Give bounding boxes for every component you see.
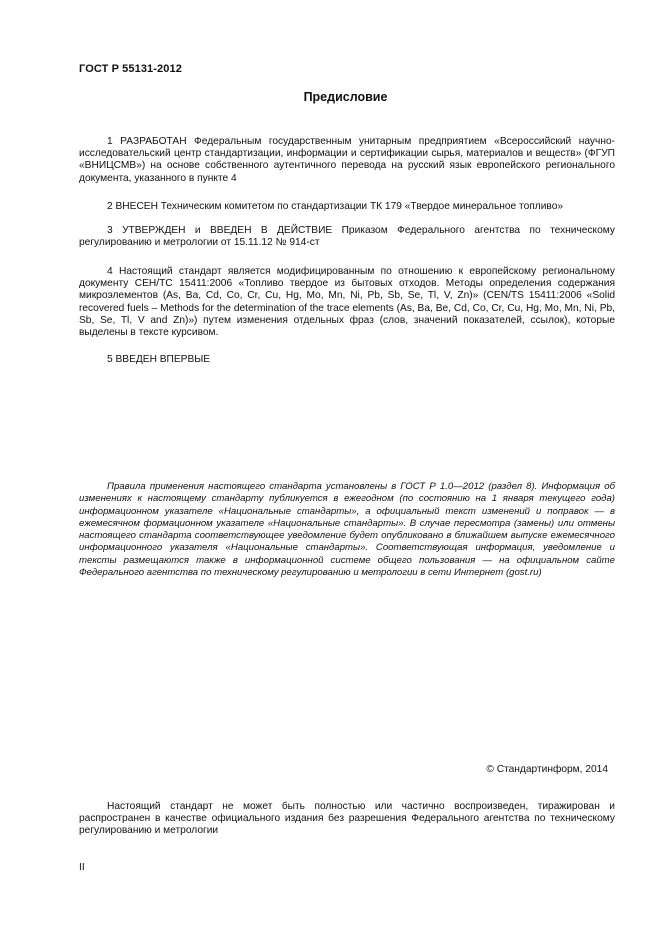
standard-id: ГОСТ Р 55131-2012: [79, 63, 182, 75]
paragraph-approved: 3 УТВЕРЖДЕН и ВВЕДЕН В ДЕЙСТВИЕ Приказом Федерального агентства по техническому регулированию и метрологии от 15.11.12 № 914-ст: [79, 225, 615, 249]
application-rules-notice: Правила применения настоящего стандарта установлены в ГОСТ Р 1.0—2012 (раздел 8). Информация об изменениях к настоящему стандарту публикуется в ежегодном (по состоянию на 1 января текущего года) информационном указателе «Национальные стандарты», а официальный текст изменений и поправок — в ежемесячном формационном указателе «Национальные стандарты». В случае пересмотра (замены) или отмены настоящего стандарта соответствующее уведомление будет опубликовано в ближайшем выпуске ежемесячного информационного указателя «Национальные стандарты». Соответствующая информация, уведомление и тексты размещаются также в информационной системе общего пользования — на официальном сайте Федерального агентства по техническому регулированию и метрологии в сети Интернет (gost.ru): [79, 481, 615, 579]
paragraph-developed-by: 1 РАЗРАБОТАН Федеральным государственным унитарным предприятием «Всероссийский научно-исследовательский центр стандартизации, информации и сертификации сырья, материалов и веществ» (ФГУП «ВНИЦСМВ») на основе собственного аутентичного перевода на русский язык европейского регионального документа, указанного в пункте 4: [79, 136, 615, 184]
reproduction-notice: Настоящий стандарт не может быть полностью или частично воспроизведен, тиражирован и распространен в качестве официального издания без разрешения Федерального агентства по техническому регулированию и метрологии: [79, 801, 615, 837]
paragraph-modification: 4 Настоящий стандарт является модифицированным по отношению к европейскому региональному документу CEH/TC 15411:2006 «Топливо твердое из бытовых отходов. Методы определения содержания микроэлементов (As, Ba, Cd, Co, Cr, Cu, Hg, Mo, Mn, Ni, Pb, Sb, Se, Tl, V, Zn)» (CEN/TS 15411:2006 «Solid recovered fuels – Methods for the determination of the trace elements (As, Ba, Be, Cd, Co, Cr, Cu, Hg, Mo, Mn, Ni, Pb, Sb, Se, Tl, V and Zn)») путем изменения отдельных фраз (слов, значений показателей, ссылок), которые выделены в тексте курсивом.: [79, 266, 615, 339]
copyright-line: © Стандартинформ, 2014: [486, 764, 608, 775]
page-title: Предисловие: [303, 90, 388, 104]
paragraph-submitted-by: 2 ВНЕСЕН Техническим комитетом по стандартизации ТК 179 «Твердое минеральное топливо»: [107, 201, 564, 212]
paragraph-introduced: 5 ВВЕДЕН ВПЕРВЫЕ: [107, 354, 211, 365]
page-number: II: [79, 862, 85, 873]
